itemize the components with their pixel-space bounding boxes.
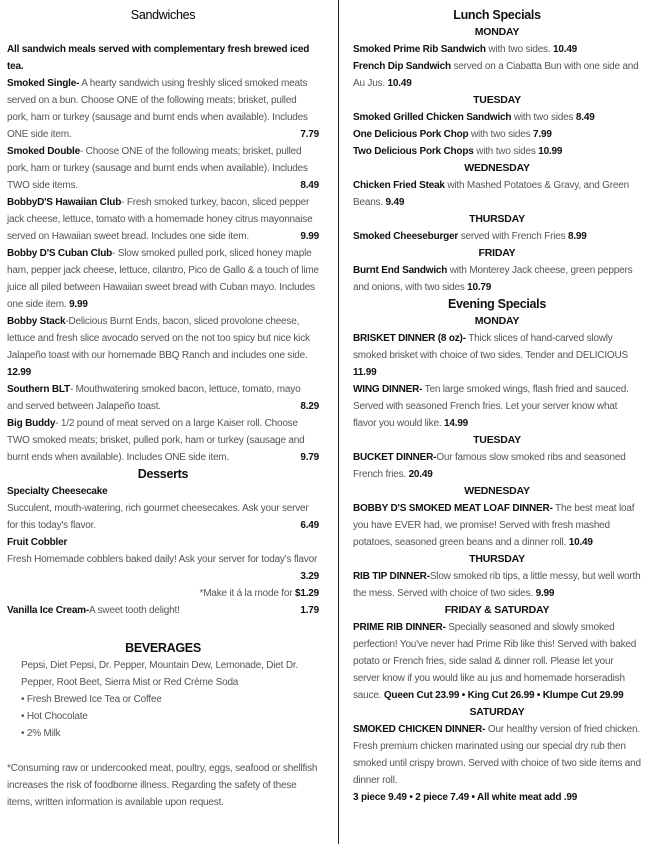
menu-item xyxy=(7,415,319,466)
special-item xyxy=(353,500,641,551)
item-price: 10.79 xyxy=(467,282,492,293)
item-price: 10.49 xyxy=(553,44,578,55)
item-price: 3 piece 9.49 • 2 piece 7.49 • All white meat add .99 xyxy=(353,792,578,803)
item-name: Chicken Fried Steak xyxy=(353,180,445,191)
beverage-item: • Fresh Brewed Ice Tea or Coffee xyxy=(21,694,162,705)
item-desc: with two sides. xyxy=(485,44,554,55)
sandwiches-heading: Sandwiches xyxy=(130,8,196,22)
left-column xyxy=(7,0,319,811)
beverage-item: • 2% Milk xyxy=(21,728,61,739)
day-heading: FRIDAY & SATURDAY xyxy=(444,604,550,616)
sandwich-intro: All sandwich meals served with complementary fresh brewed iced tea. xyxy=(7,44,310,72)
special-item xyxy=(353,619,641,704)
special-item xyxy=(353,381,641,432)
day-heading: THURSDAY xyxy=(469,213,525,225)
item-price: 9.79 xyxy=(300,452,319,463)
item-desc: Fresh Homemade cobblers baked daily! Ask your server for today's flavor xyxy=(7,554,318,565)
item-price: 9.99 xyxy=(300,231,319,242)
day-heading: TUESDAY xyxy=(473,94,521,106)
item-desc: with two sides xyxy=(468,129,534,140)
day-heading: WEDNESDAY xyxy=(464,162,530,174)
item-desc: -Delicious Burnt Ends, bacon, sliced provolone cheese, lettuce and fresh slice avocado served on the not too spicy but nice kick Jalapeño toast with our homemade BBQ Ranch and includes one side. xyxy=(7,316,310,361)
item-desc: A sweet tooth delight! xyxy=(89,605,180,616)
right-column xyxy=(353,0,641,806)
dessert-list xyxy=(7,483,319,585)
item-desc: - Slow smoked pulled pork, sliced honey maple ham, pepper jack cheese, lettuce, cilantro, Pico de Gallo & a touch of lime juice all piled between Hawaiian sweet bread with Cuban mayo. Includes one side item. xyxy=(7,248,319,310)
desserts-heading: Desserts xyxy=(137,467,189,481)
item-desc: with Monterey Jack cheese, green peppers and onions, with two sides xyxy=(353,265,633,293)
item-name: Big Buddy xyxy=(7,418,56,429)
special-item xyxy=(353,126,641,143)
special-item xyxy=(353,568,641,602)
evening-specials-heading: Evening Specials xyxy=(447,297,547,311)
special-item xyxy=(353,177,641,211)
item-desc: The best meat loaf you have EVER had, we promise! Served with fresh mashed potatoes, seasoned green beans and a dinner roll. xyxy=(353,503,635,548)
item-price: 10.99 xyxy=(538,146,563,157)
day-heading: THURSDAY xyxy=(469,553,525,565)
beverages-sodas: Pepsi, Diet Pepsi, Dr. Pepper, Mountain Dew, Lemonade, Diet Dr. Pepper, Root Beet, Sierra Mist or Red Crème Soda xyxy=(21,660,298,688)
special-item xyxy=(353,109,641,126)
item-price: 11.99 xyxy=(353,367,377,378)
item-name: Smoked Prime Rib Sandwich xyxy=(353,44,486,55)
lunch-specials-heading: Lunch Specials xyxy=(453,8,541,22)
item-desc: served on a Ciabatta Bun with one side and Au Jus. xyxy=(353,61,639,89)
day-heading: FRIDAY xyxy=(478,247,516,259)
item-price: 8.99 xyxy=(567,231,587,242)
item-price: 10.49 xyxy=(387,78,412,89)
item-name: Bobby D'S Cuban Club xyxy=(7,248,113,259)
item-name: Smoked Single- xyxy=(7,78,80,89)
item-name: Fruit Cobbler xyxy=(7,537,68,548)
item-desc: A hearty sandwich using freshly sliced smoked meats served on a bun. Choose ONE of the following meats; brisket, pulled pork, ham or turkey (sausage and burnt ends when available). Includes ONE side item. xyxy=(7,78,308,140)
item-price: 6.49 xyxy=(300,520,319,531)
item-price: 8.29 xyxy=(300,401,319,412)
item-price: 8.49 xyxy=(575,112,595,123)
item-desc: - Fresh smoked turkey, bacon, sliced pepper jack cheese, lettuce, tomato with a homemade honey citrus mayonnaise served on Hawaiian sweet bread. Includes one side item. xyxy=(7,197,313,242)
item-price: 9.99 xyxy=(69,299,88,310)
item-name: RIB TIP DINNER- xyxy=(353,571,430,582)
a-la-mode-text: *Make it á la mode for xyxy=(199,588,295,599)
day-heading: MONDAY xyxy=(474,26,520,38)
special-item xyxy=(353,143,641,160)
item-price: 3.29 xyxy=(300,571,319,582)
menu-item xyxy=(7,483,319,534)
day-heading: MONDAY xyxy=(474,315,520,327)
special-item xyxy=(353,41,641,58)
item-name: Bobby Stack xyxy=(7,316,66,327)
item-name: SMOKED CHICKEN DINNER- xyxy=(353,724,486,735)
item-price: 10.49 xyxy=(568,537,593,548)
food-safety-disclaimer: *Consuming raw or undercooked meat, poultry, eggs, seafood or shellfish increases the risk of foodborne illness. Regarding the safety of these items, written information is available upon request. xyxy=(7,763,318,808)
item-name: Vanilla Ice Cream- xyxy=(7,605,90,616)
item-price: 8.49 xyxy=(300,180,319,191)
item-price: 9.99 xyxy=(535,588,555,599)
item-name: PRIME RIB DINNER- xyxy=(353,622,446,633)
beverage-item: • Hot Chocolate xyxy=(21,711,88,722)
item-name: French Dip Sandwich xyxy=(353,61,451,72)
item-desc: with Mashed Potatoes & Gravy, and Green Beans. xyxy=(353,180,629,208)
special-item xyxy=(353,449,641,483)
item-price: 7.99 xyxy=(533,129,552,140)
menu-item xyxy=(7,245,319,313)
sandwich-list xyxy=(7,75,319,466)
day-heading: WEDNESDAY xyxy=(464,485,530,497)
item-desc: Our famous slow smoked ribs and seasoned French fries. xyxy=(353,452,626,480)
lunch-specials-list xyxy=(353,24,641,296)
special-item xyxy=(353,721,641,806)
item-name: Southern BLT xyxy=(7,384,70,395)
special-item xyxy=(353,228,641,245)
item-name: BUCKET DINNER- xyxy=(353,452,437,463)
item-name: Smoked Cheeseburger xyxy=(353,231,459,242)
menu-item xyxy=(7,313,319,381)
column-divider xyxy=(338,0,339,844)
a-la-mode-note xyxy=(7,585,319,602)
item-name: WING DINNER- xyxy=(353,384,423,395)
item-desc: with two sides xyxy=(473,146,539,157)
special-item xyxy=(353,330,641,381)
day-heading: SATURDAY xyxy=(469,706,525,718)
item-desc: Ten large smoked wings, flash fried and sauced. Served with seasoned French fries. Let your server know what flavor you would like. xyxy=(353,384,629,429)
item-name: Two Delicious Pork Chops xyxy=(353,146,474,157)
item-name: Smoked Double xyxy=(7,146,80,157)
day-heading: TUESDAY xyxy=(473,434,521,446)
special-item xyxy=(353,262,641,296)
evening-specials-list xyxy=(353,313,641,806)
item-desc: Specially seasoned and slowly smoked perfection! You've never had Prime Rib like this! Served with baked potato or French fries, side salad & dinner roll. Please let your server know if you would like au jus and homemade horseradish sauce. xyxy=(353,622,637,701)
menu-item xyxy=(7,75,319,143)
item-price: 20.49 xyxy=(408,469,433,480)
item-desc: served with French Fries xyxy=(458,231,568,242)
item-desc: Our healthy version of fried chicken. Fresh premium chicken marinated using our special dry rub then smoked until crispy brown. Served with choice of two side items and dinner roll. xyxy=(353,724,641,786)
item-price: 7.79 xyxy=(300,129,319,140)
item-name: BRISKET DINNER (8 oz)- xyxy=(353,333,466,344)
item-name: Smoked Grilled Chicken Sandwich xyxy=(353,112,512,123)
item-desc: - 1/2 pound of meat served on a large Kaiser roll. Choose TWO smoked meats; brisket, pulled pork, ham or turkey (sausage and burnt ends when available). Includes ONE side item. xyxy=(7,418,305,463)
item-desc: - Mouthwatering smoked bacon, lettuce, tomato, mayo and served between Jalapeño toast. xyxy=(7,384,301,412)
menu-item xyxy=(7,381,319,415)
item-price: 14.99 xyxy=(444,418,469,429)
item-price: 12.99 xyxy=(7,367,32,378)
menu-item xyxy=(7,143,319,194)
item-desc: Slow smoked rib tips, a little messy, but well worth the mess. Served with choice of two sides. xyxy=(353,571,641,599)
item-desc: - Choose ONE of the following meats; brisket, pulled pork, ham or turkey (sausage and burnt ends when available). Includes TWO side items. xyxy=(7,146,308,191)
item-desc: Succulent, mouth-watering, rich gourmet cheesecakes. Ask your server for this today's flavor. xyxy=(7,503,309,531)
item-name: Specialty Cheesecake xyxy=(7,486,108,497)
a-la-mode-price: $1.29 xyxy=(294,588,319,599)
item-price: 1.79 xyxy=(300,605,319,616)
menu-item xyxy=(7,194,319,245)
item-desc: Thick slices of hand-carved slowly smoked brisket with choice of two sides. Tender and DELICIOUS xyxy=(353,333,628,361)
beverages-list xyxy=(7,691,319,742)
menu-item xyxy=(7,534,319,585)
item-name: BobbyD'S Hawaiian Club xyxy=(7,197,122,208)
item-name: Burnt End Sandwich xyxy=(353,265,448,276)
special-item xyxy=(353,58,641,92)
item-price: 9.49 xyxy=(385,197,405,208)
item-name: One Delicious Pork Chop xyxy=(353,129,469,140)
vanilla-ice-cream-item xyxy=(7,602,319,619)
item-price: Queen Cut 23.99 • King Cut 26.99 • Klumpe Cut 29.99 xyxy=(383,690,624,701)
beverages-heading: BEVERAGES xyxy=(125,641,201,655)
item-desc: with two sides xyxy=(511,112,576,123)
item-name: BOBBY D'S SMOKED MEAT LOAF DINNER- xyxy=(353,503,553,514)
